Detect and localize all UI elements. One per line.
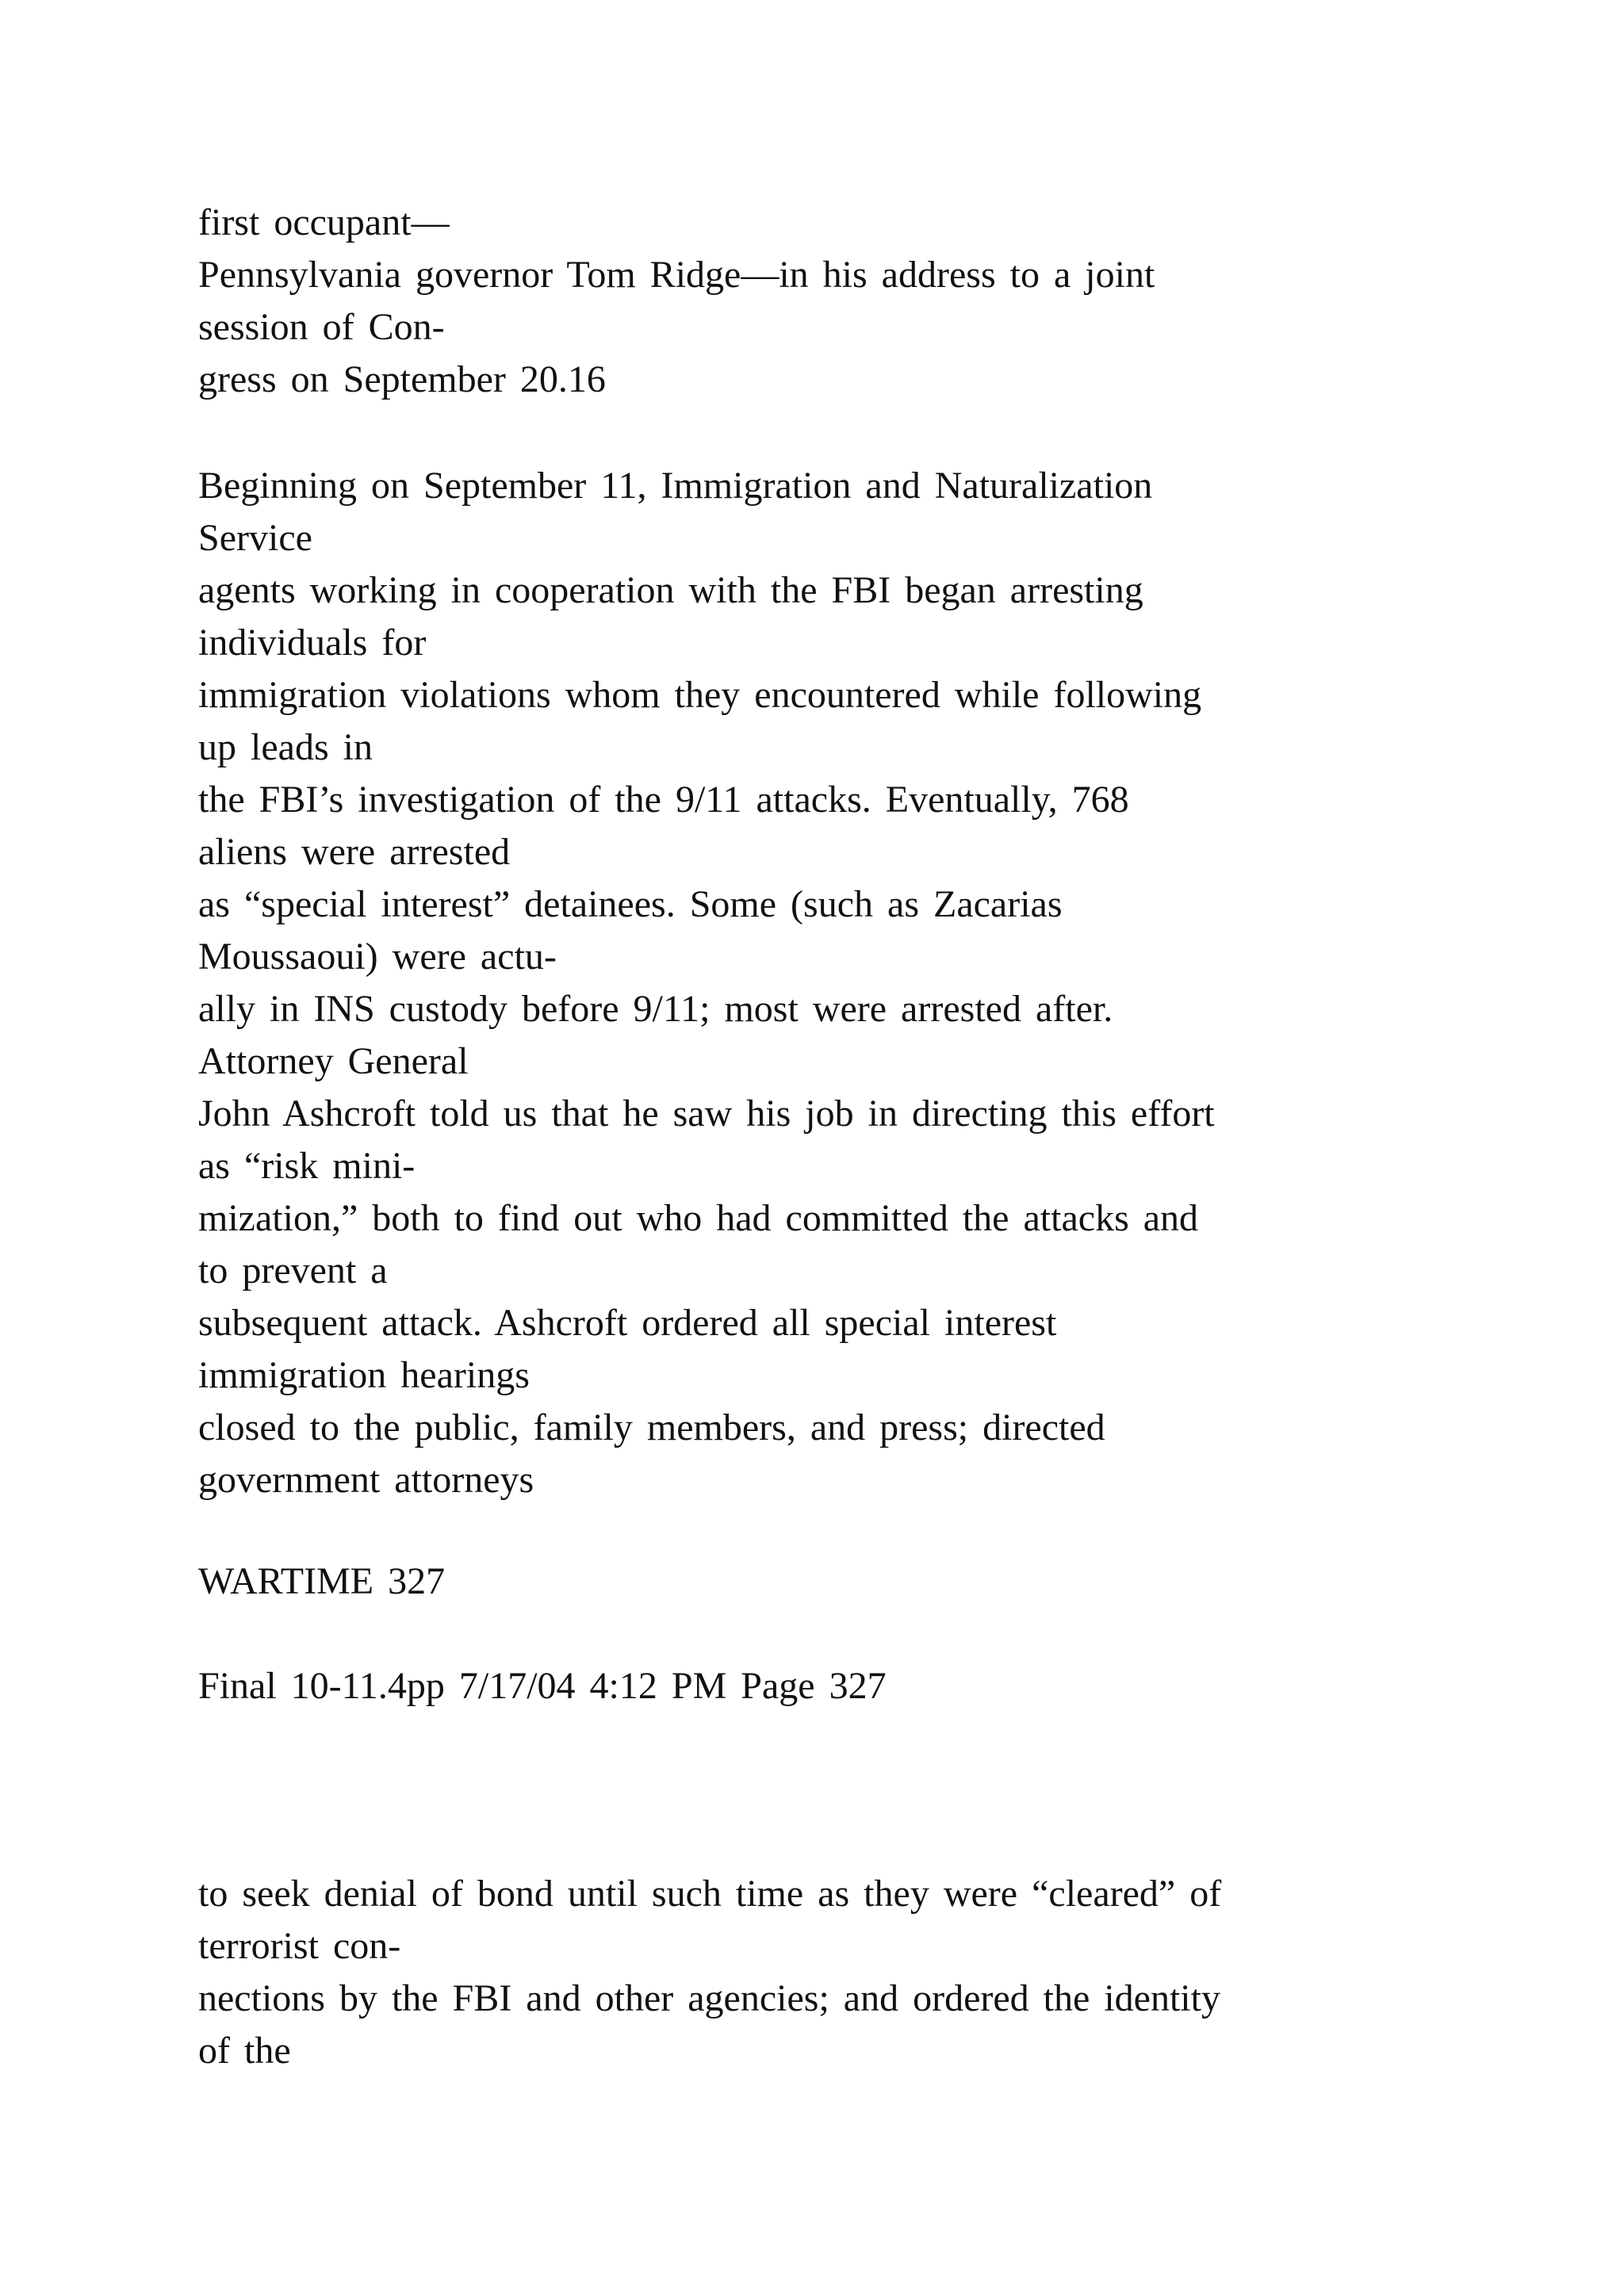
text-line: closed to the public, family members, and press; directed [198,1406,1105,1448]
text-line: immigration hearings [198,1354,530,1396]
text-line: Attorney General [198,1040,469,1082]
text-line: John Ashcroft told us that he saw his job in directing this effort [198,1093,1215,1135]
text-line: agents working in cooperation with the FBI began arresting [198,569,1143,611]
print-info: Final 10-11.4pp 7/17/04 4:12 PM Page 327 [198,1665,887,1707]
text-line: Moussaoui) were actu- [198,936,557,978]
text-line: the FBI’s investigation of the 9/11 attacks. Eventually, 768 [198,779,1129,821]
running-footer-title [198,1556,1499,1608]
text-line: ally in INS custody before 9/11; most were arrested after. [198,988,1113,1030]
text-line: government attorneys [198,1459,534,1501]
text-line: terrorist con- [198,1925,401,1967]
text-line: mization,” both to find out who had committed the attacks and [198,1197,1199,1239]
text-line: to seek denial of bond until such time as they were “cleared” of [198,1873,1222,1915]
paragraph-intro [198,197,1499,406]
text-line: first occupant— [198,201,450,243]
text-line: Service [198,517,312,559]
text-line: up leads in [198,726,373,768]
text-line: subsequent attack. Ashcroft ordered all special interest [198,1302,1057,1344]
text-line: immigration violations whom they encountered while following [198,674,1202,716]
text-line: as “risk mini- [198,1145,416,1187]
paragraph-bond-denial [198,1868,1499,2077]
page-footer: WARTIME 327 [198,1560,446,1602]
text-line: to prevent a [198,1249,388,1292]
text-line: session of Con- [198,306,445,348]
text-line: Beginning on September 11, Immigration and Naturalization [198,465,1153,507]
text-line: Pennsylvania governor Tom Ridge—in his address to a joint [198,254,1155,296]
print-slug [198,1660,1499,1712]
text-line: aliens were arrested [198,831,511,873]
text-line: nections by the FBI and other agencies; and ordered the identity [198,1977,1220,2019]
text-line: gress on September 20.16 [198,358,606,400]
text-line: as “special interest” detainees. Some (such as Zacarias [198,883,1063,925]
text-line: individuals for [198,622,427,664]
text-line: of the [198,2030,291,2072]
paragraph-ins-arrests [198,460,1499,1506]
